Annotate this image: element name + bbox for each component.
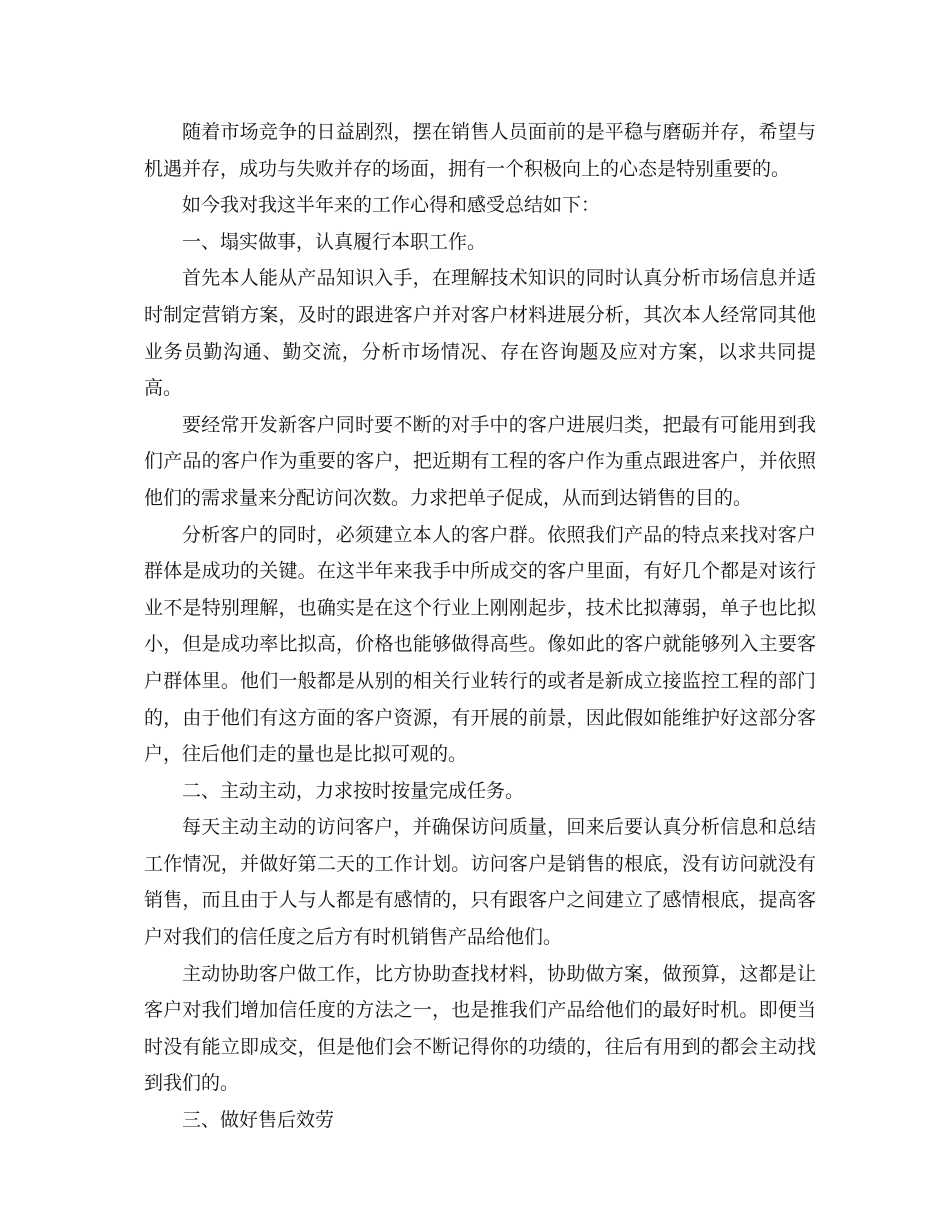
section-heading-1: 一、塌实做事，认真履行本职工作。 bbox=[182, 230, 487, 253]
section-heading-3: 三、做好售后效劳 bbox=[182, 1109, 335, 1132]
paragraph-new-customers: 要经常开发新客户同时要不断的对手中的客户进展归类，把最有可能用到我们产品的客户作为重要的客户，把近期有工程的客户作为重点跟进客户，并依照他们的需求量来分配访问次数。力求把单子促成，从而到达销售的目的。 bbox=[144, 413, 816, 509]
section-heading-2: 二、主动主动，力求按时按量完成任务。 bbox=[182, 779, 525, 802]
paragraph-daily-visits: 每天主动主动的访问客户，并确保访问质量，回来后要认真分析信息和总结工作情况，并做好第二天的工作计划。访问客户是销售的根底，没有访问就没有销售，而且由于人与人都是有感情的，只有跟客户之间建立了感情根底，提高客户对我们的信任度之后方有时机销售产品给他们。 bbox=[144, 816, 816, 949]
paragraph-assist-customers: 主动协助客户做工作，比方协助查找材料，协助做方案，做预算，这都是让客户对我们增加信任度的方法之一，也是推我们产品给他们的最好时机。即便当时没有能立即成交，但是他们会不断记得你的功绩的，往后有用到的都会主动找到我们的。 bbox=[144, 962, 816, 1095]
paragraph-summary-intro: 如今我对我这半年来的工作心得和感受总结如下： bbox=[182, 194, 601, 217]
document-body bbox=[144, 114, 816, 1139]
paragraph-market-competition: 随着市场竞争的日益剧烈，摆在销售人员面前的是平稳与磨砺并存，希望与机遇并存，成功与失败并存的场面，拥有一个积极向上的心态是特别重要的。 bbox=[144, 121, 816, 180]
paragraph-product-knowledge: 首先本人能从产品知识入手，在理解技术知识的同时认真分析市场信息并适时制定营销方案，及时的跟进客户并对客户材料进展分析，其次本人经常同其他业务员勤沟通、勤交流，分析市场情况、存在咨询题及应对方案，以求共同提高。 bbox=[144, 267, 816, 400]
paragraph-customer-group: 分析客户的同时，必须建立本人的客户群。依照我们产品的特点来找对客户群体是成功的关键。在这半年来我手中所成交的客户里面，有好几个都是对该行业不是特别理解，也确实是在这个行业上刚刚起步，技术比拟薄弱，单子也比拟小，但是成功率比拟高，价格也能够做得高些。像如此的客户就能够列入主要客户群体里。他们一般都是从别的相关行业转行的或者是新成立接监控工程的部门的，由于他们有这方面的客户资源，有开展的前景，因此假如能维护好这部分客户，往后他们走的量也是比拟可观的。 bbox=[144, 523, 816, 766]
